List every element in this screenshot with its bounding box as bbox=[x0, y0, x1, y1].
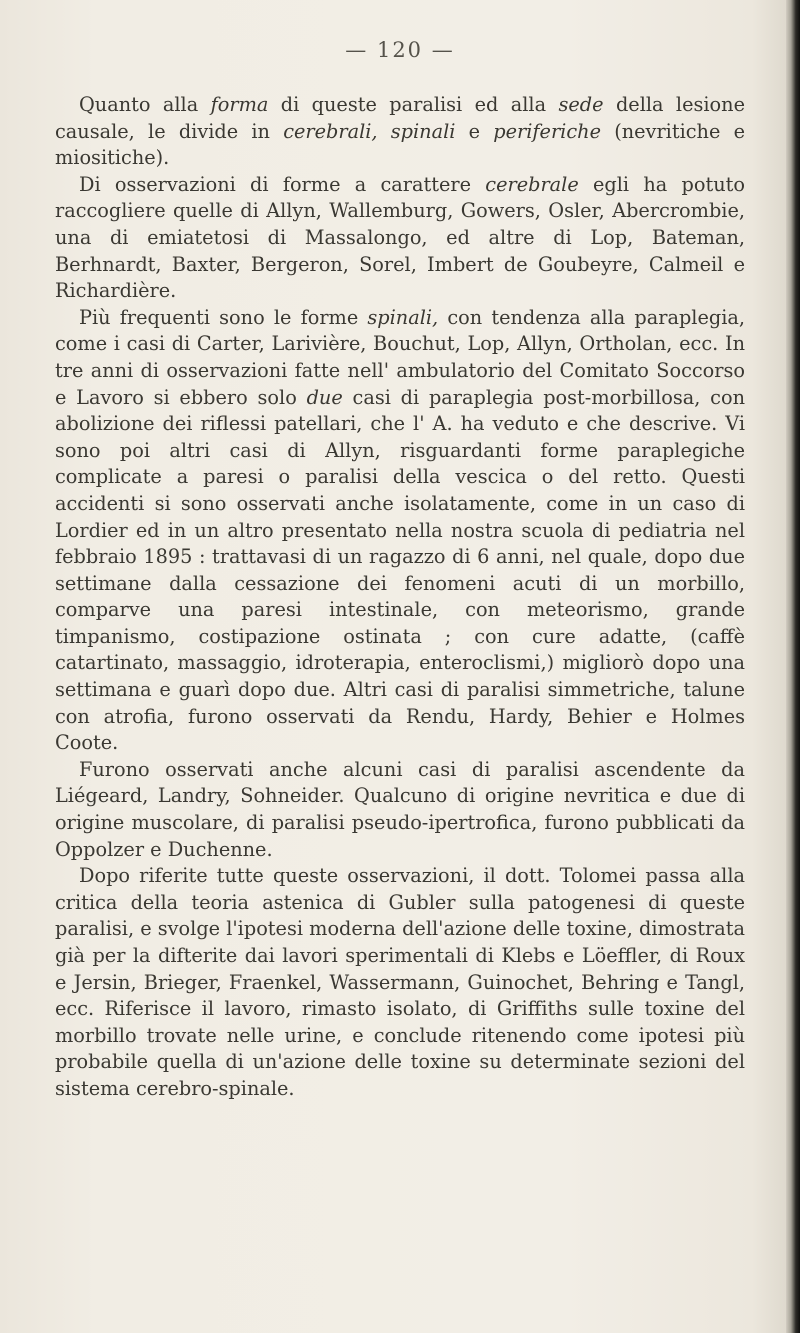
paragraph bbox=[55, 757, 745, 863]
italic-text: forma bbox=[210, 93, 269, 116]
italic-text: cerebrali, spinali bbox=[283, 119, 456, 143]
text-run: Dopo riferite tutte queste osservazioni, il dott. Tolomei passa alla critica della teoria astenica di Gubler sulla patogenesi di queste paralisi, e svolge l'ipotesi moderna dell'azione delle toxine, dimostrata già per la difterite dai lavori sperimentali di Klebs e Löeffler, di Roux e Jersin, Brieger, Fraenkel, Wassermann, Guinochet, Behring e Tangl, ecc. Riferisce il lavoro, rimasto isolato, di Griffiths sulle toxine del morbillo trovate nelle urine, e conclude ritenendo come ipotesi più probabile quella di un'azione delle toxine su determinate sezioni del sistema cerebro-spinale. bbox=[55, 864, 745, 1100]
italic-text: spinali, bbox=[367, 305, 439, 329]
italic-text: periferiche bbox=[493, 119, 601, 143]
text-run: casi di paraplegia post-morbillosa, con abolizione dei riflessi patellari, che l' A. ha veduto e che descrive. Vi sono poi altri casi di Allyn, risguardanti forme paraplegiche complicate a paresi o paralisi della vescica o del retto. Questi accidenti si sono osservati anche isolatamente, come in un caso di Lordier ed in un altro presentato nella nostra scuola di pediatria nel febbraio 1895 : trattavasi di un ragazzo di 6 anni, nel quale, dopo due settimane dalla cessazione dei fenomeni acuti di un morbillo, comparve una paresi intestinale, con meteorismo, grande timpanismo, costipazione ostinata ; con cure adatte, (caffè catartinato, massaggio, idroterapia, enteroclismi,) migliorò dopo una settimana e guarì dopo due. Altri casi di paralisi simmetriche, talune con atrofia, furono osservati da Rendu, Hardy, Behier e Holmes Coote. bbox=[55, 385, 745, 755]
text-run: Più frequenti sono le forme bbox=[79, 305, 368, 329]
paragraph bbox=[55, 92, 745, 172]
text-run: con tendenza alla paraplegia, come i casi di Carter, Larivière, Bouchut, Lop, Allyn, Ortholan, ecc. In tre anni di osservazioni fatte nell' ambulatorio del Comitato Soccorso e Lavoro si ebbero solo bbox=[55, 305, 745, 409]
page-number: — 120 — bbox=[345, 38, 455, 62]
text-run: Quanto alla bbox=[79, 93, 211, 116]
paragraph bbox=[55, 172, 745, 305]
text-run: egli ha potuto raccogliere quelle di Allyn, Wallemburg, Gowers, Osler, Abercrombie, una di emiatetosi di Massalongo, ed altre di Lop, Bateman, Berhnardt, Baxter, Bergeron, Sorel, Imbert de Goubeyre, Calmeil e Richardière. bbox=[55, 172, 745, 303]
text-run: Furono osservati anche alcuni casi di paralisi ascendente da Liégeard, Landry, Sohneider. Qualcuno di origine nevritica e due di origine muscolare, di paralisi pseudo-ipertrofica, furono pubblicati da Oppolzer e Duchenne. bbox=[55, 757, 745, 861]
text-run: e bbox=[455, 119, 494, 143]
page-edge-shadow bbox=[786, 0, 800, 1333]
text-run: di queste paralisi ed alla bbox=[268, 93, 559, 116]
italic-text: sede bbox=[558, 93, 604, 116]
paragraph bbox=[55, 863, 745, 1102]
text-run: (nevritiche e miositiche). bbox=[55, 119, 746, 170]
body-text bbox=[55, 92, 745, 1103]
italic-text: cerebrale bbox=[485, 172, 579, 196]
italic-text: due bbox=[306, 385, 343, 409]
text-run: della lesione causale, le divide in bbox=[55, 93, 745, 143]
paragraph bbox=[55, 305, 745, 757]
text-run: Di osservazioni di forme a carattere bbox=[79, 172, 486, 196]
